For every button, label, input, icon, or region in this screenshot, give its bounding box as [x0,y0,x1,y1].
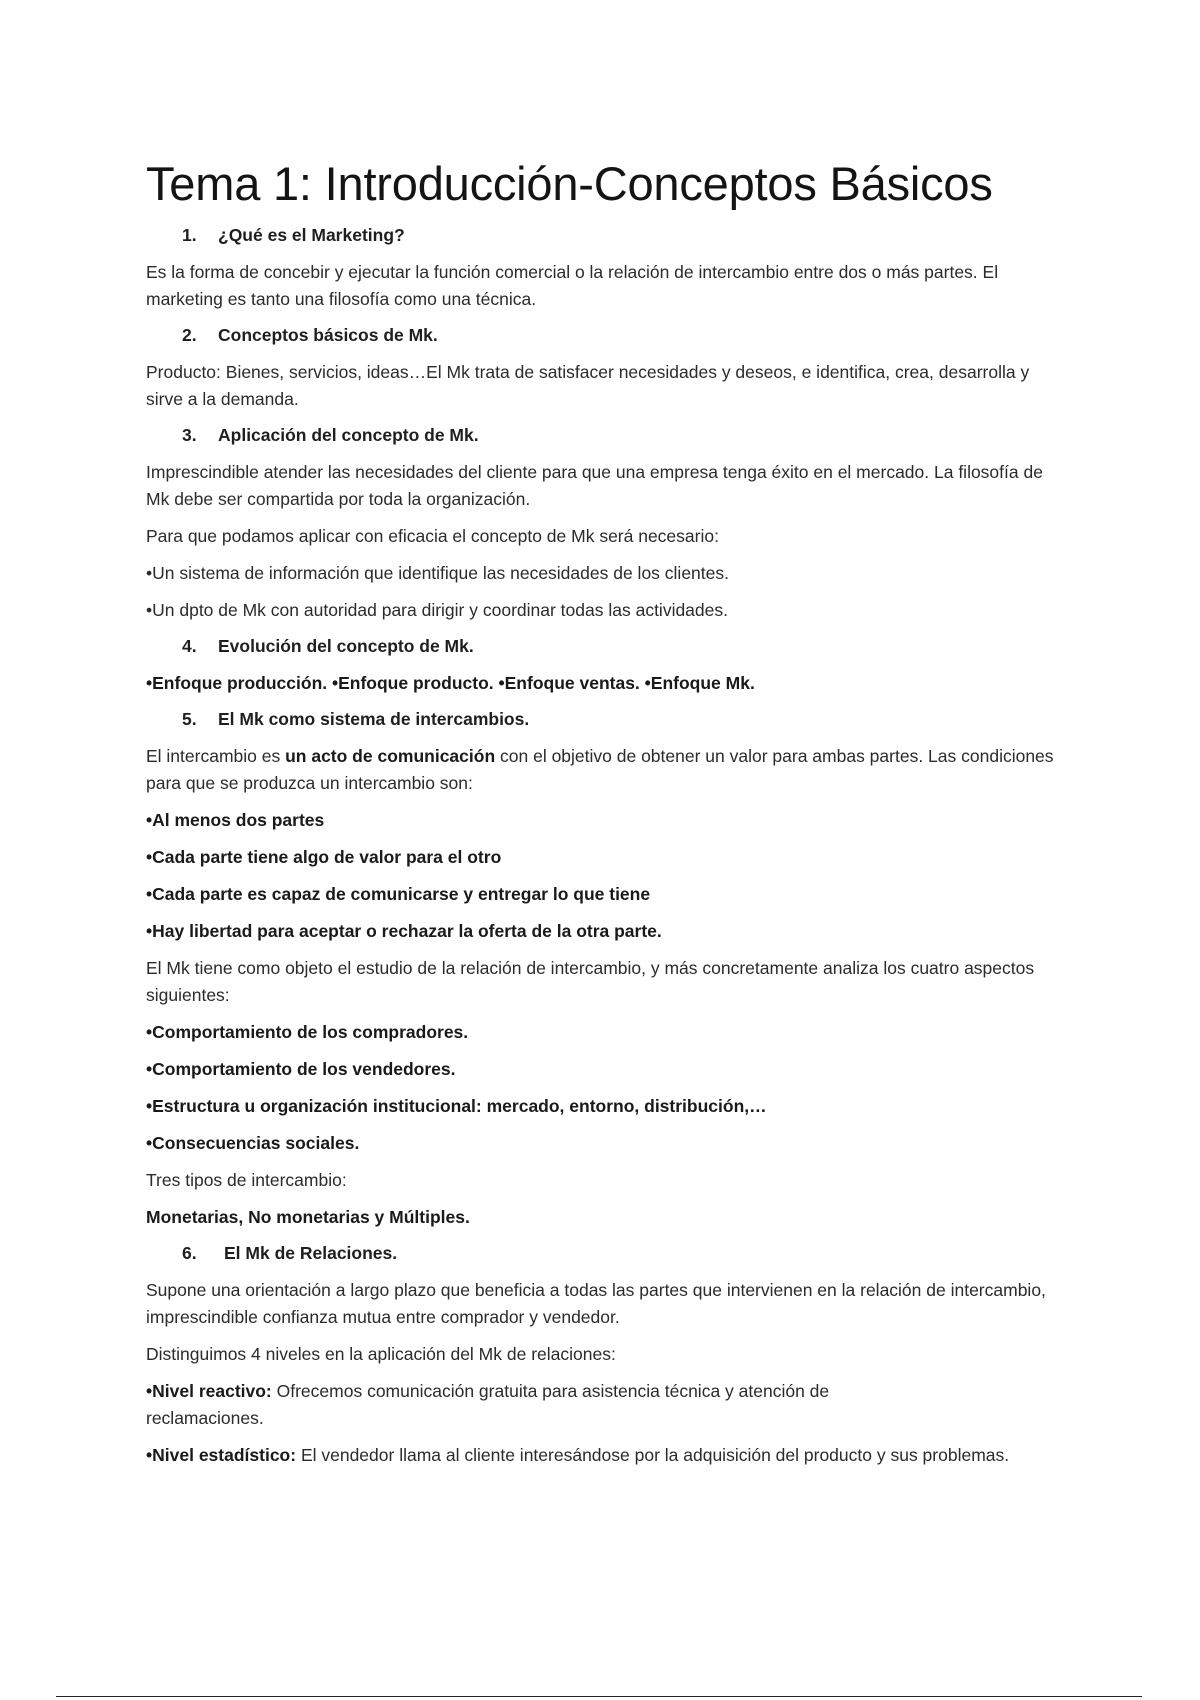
bullet-item: •Al menos dos partes [146,810,325,830]
paragraph: Imprescindible atender las necesidades del cliente para que una empresa tenga éxito en el mercado. La filosofía de Mk debe ser compartida por toda la organización. [146,462,1043,509]
paragraph: Para que podamos aplicar con eficacia el concepto de Mk será necesario: [146,526,719,546]
paragraph: Producto: Bienes, servicios, ideas…El Mk trata de satisfacer necesidades y deseos, e identifica, crea, desarrolla y sirve a la demanda. [146,362,1030,409]
section-title: Aplicación del concepto de Mk. [218,425,479,445]
section-title: Evolución del concepto de Mk. [218,636,474,656]
section-number: 4. [182,636,197,656]
level-label: •Nivel estadístico: [146,1445,297,1465]
bullet-item: •Hay libertad para aceptar o rechazar la oferta de la otra parte. [146,921,662,941]
section-heading-6 [146,1241,1066,1265]
section-heading-4 [146,634,1066,658]
section-heading-5 [146,707,1066,731]
document-content [146,157,1066,1479]
bold-line: •Enfoque producción. •Enfoque producto. •Enfoque ventas. •Enfoque Mk. [146,673,755,693]
text-run: con el objetivo de obtener un valor para ambas partes. Las condiciones para que se produzca un intercambio son: [146,746,1054,793]
paragraph [146,743,1066,797]
paragraph: Tres tipos de intercambio: [146,1170,347,1190]
bullet-item: •Un sistema de información que identifique las necesidades de los clientes. [146,563,729,583]
section-heading-2 [146,323,1066,347]
bullet-item: •Comportamiento de los compradores. [146,1022,469,1042]
text-run: El vendedor llama al cliente interesándose por la adquisición del producto y sus problemas. [296,1445,1010,1465]
bullet-item: •Estructura u organización institucional: mercado, entorno, distribución,… [146,1096,767,1116]
section-number: 1. [182,225,197,245]
bold-run: un acto de comunicación [285,746,496,766]
footer-divider [56,1696,1142,1697]
bullet-item: •Cada parte es capaz de comunicarse y entregar lo que tiene [146,884,651,904]
bold-line: Monetarias, No monetarias y Múltiples. [146,1207,470,1227]
section-number: 2. [182,325,197,345]
section-title: ¿Qué es el Marketing? [218,225,405,245]
section-number: 5. [182,709,197,729]
section-heading-1 [146,223,1066,247]
paragraph: Distinguimos 4 niveles en la aplicación del Mk de relaciones: [146,1344,616,1364]
paragraph: Supone una orientación a largo plazo que beneficia a todas las partes que intervienen en la relación de intercambio, imprescindible confianza mutua entre comprador y vendedor. [146,1280,1046,1327]
level-label: •Nivel reactivo: [146,1381,272,1401]
section-title: El Mk de Relaciones. [224,1243,398,1263]
level-item [146,1378,946,1432]
page-title: Tema 1: Introducción-Conceptos Básicos [146,157,993,210]
section-number: 6. [182,1243,197,1263]
text-run: El intercambio es [146,746,286,766]
bullet-item: •Un dpto de Mk con autoridad para dirigir y coordinar todas las actividades. [146,600,728,620]
bullet-item: •Consecuencias sociales. [146,1133,360,1153]
section-title: El Mk como sistema de intercambios. [218,709,530,729]
paragraph: Es la forma de concebir y ejecutar la función comercial o la relación de intercambio entre dos o más partes. El marketing es tanto una filosofía como una técnica. [146,262,999,309]
bullet-item: •Comportamiento de los vendedores. [146,1059,456,1079]
section-number: 3. [182,425,197,445]
text-run: Ofrecemos comunicación gratuita para asistencia técnica y atención de reclamaciones. [146,1381,830,1428]
bullet-item: •Cada parte tiene algo de valor para el otro [146,847,502,867]
section-heading-3 [146,423,1066,447]
section-title: Conceptos básicos de Mk. [218,325,438,345]
paragraph: El Mk tiene como objeto el estudio de la relación de intercambio, y más concretamente analiza los cuatro aspectos siguientes: [146,958,1035,1005]
level-item [146,1442,1051,1469]
